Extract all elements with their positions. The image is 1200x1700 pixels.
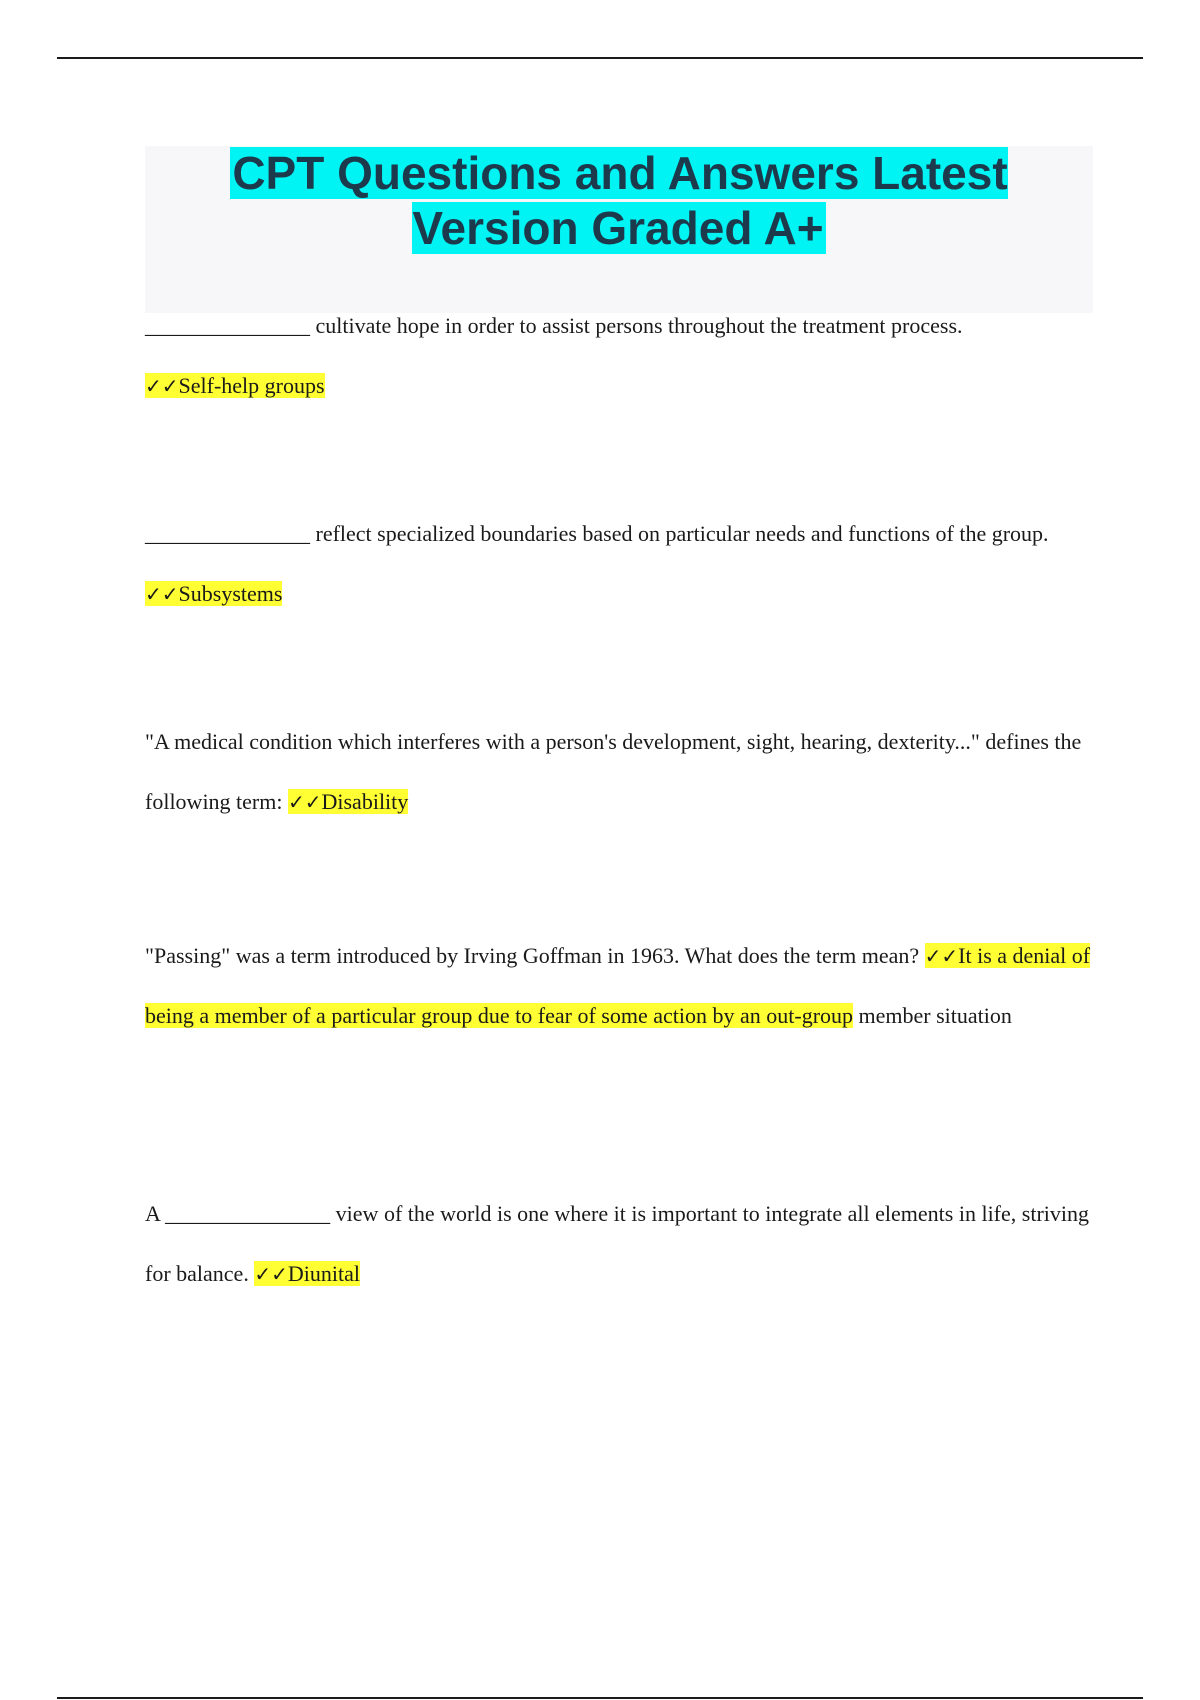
title-block xyxy=(145,146,1093,313)
question-5-text: A _______________ view of the world is one where it is important to integrate all elements in life, striving for balance. xyxy=(145,1201,1089,1286)
question-4 xyxy=(145,926,1095,1046)
answer-5-text: Diunital xyxy=(287,1261,360,1286)
check-mark-icon: ✓✓ xyxy=(254,1262,288,1286)
question-4-text: "Passing" was a term introduced by Irving Goffman in 1963. What does the term mean? xyxy=(145,943,920,968)
question-2-text: _______________ reflect specialized boundaries based on particular needs and functions of the group. xyxy=(145,521,1049,546)
question-2 xyxy=(145,504,1095,624)
answer-4-text: It is a denial of being a member of a particular group due to fear of some action by an out-group xyxy=(145,943,1091,1028)
answer-2 xyxy=(145,581,282,606)
page-title xyxy=(145,146,1093,256)
page-title-text: CPT Questions and Answers Latest Version Graded A+ xyxy=(232,147,1008,254)
answer-1-text: Self-help groups xyxy=(178,373,325,398)
check-mark-icon: ✓✓ xyxy=(924,944,959,968)
check-mark-icon: ✓✓ xyxy=(287,790,322,814)
answer-1 xyxy=(145,373,325,398)
answer-4-tail: member situation xyxy=(858,1003,1012,1028)
question-3-text: "A medical condition which interferes with a person's development, sight, hearing, dexterity..." defines the following term: xyxy=(145,729,1082,814)
answer-5 xyxy=(254,1261,360,1286)
question-3 xyxy=(145,712,1095,832)
check-mark-icon: ✓✓ xyxy=(145,374,179,398)
question-5 xyxy=(145,1184,1095,1304)
bottom-divider xyxy=(57,1697,1143,1699)
answer-2-text: Subsystems xyxy=(178,581,283,606)
answer-3-text: Disability xyxy=(321,789,409,814)
top-divider xyxy=(57,57,1143,59)
check-mark-icon: ✓✓ xyxy=(145,582,179,606)
question-1-text: _______________ cultivate hope in order to assist persons throughout the treatment process. xyxy=(145,313,963,338)
question-1 xyxy=(145,296,1095,416)
answer-3 xyxy=(288,789,408,814)
